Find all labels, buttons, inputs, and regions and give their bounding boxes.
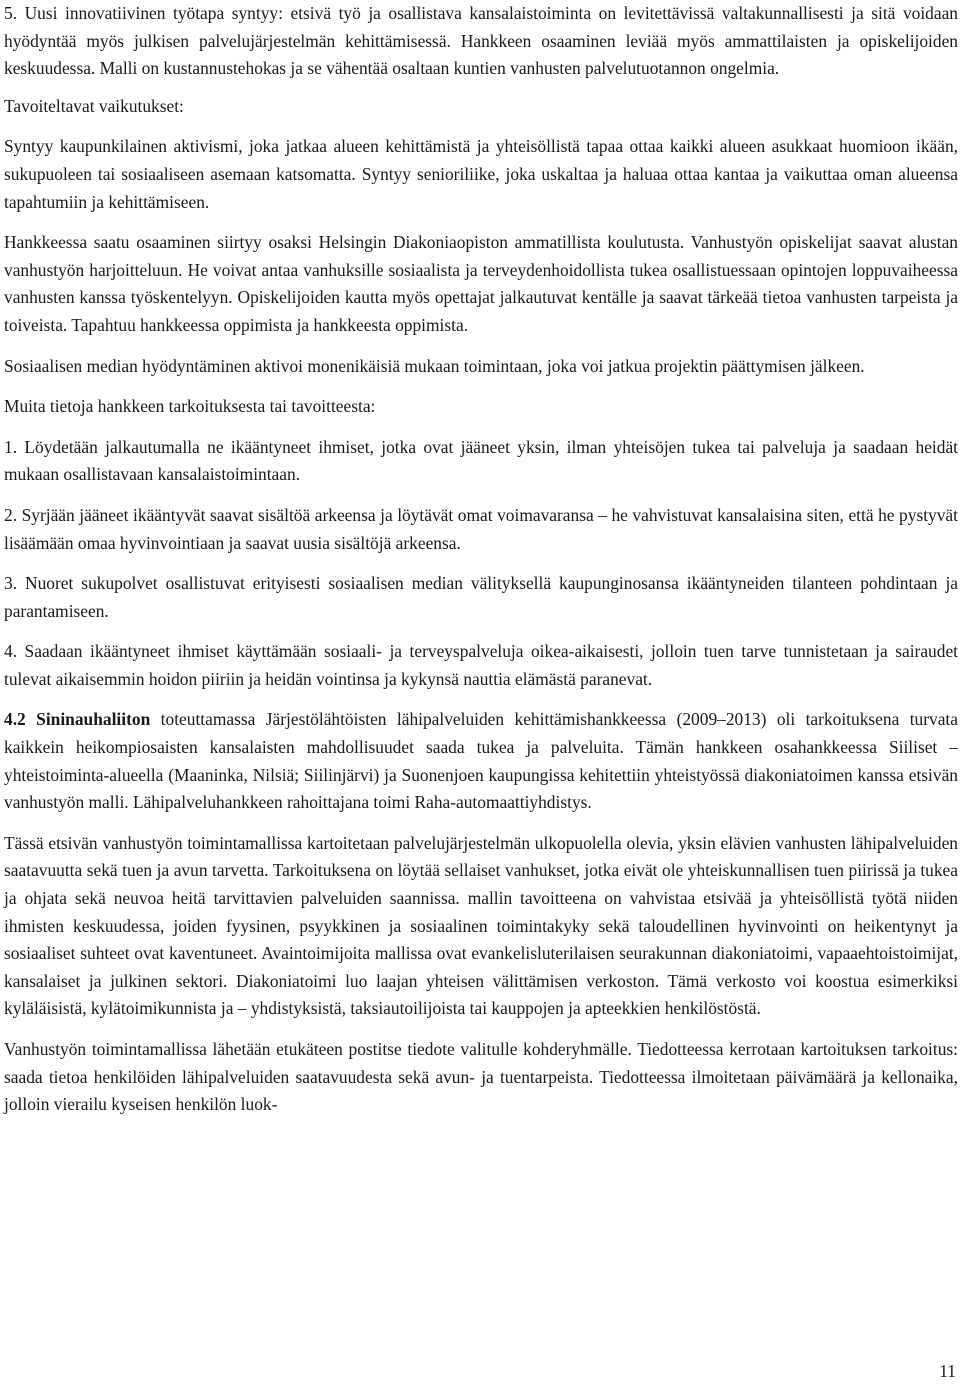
section-4-2 bbox=[4, 706, 958, 816]
page-number: 11 bbox=[939, 1361, 956, 1381]
effects-paragraph-1: Syntyy kaupunkilainen aktivismi, joka jatkaa alueen kehittämistä ja yhteisöllistä tapaa ottaa kaikki alueen asukkaat huomioon ikään, sukupuoleen tai sosiaaliseen asemaan katsomatta. Syntyy senioriliike, joka uskaltaa ja haluaa ottaa kantaa ja vaikuttaa oman alueensa tapahtumiin ja kehittämiseen. bbox=[4, 136, 958, 212]
effects-paragraph-2: Hankkeessa saatu osaaminen siirtyy osaksi Helsingin Diakoniaopiston ammatillista koulutusta. Vanhustyön opiskelijat saavat alustan vanhustyön harjoitteluun. He voivat antaa vanhuksille sosiaalista ja terveydenhoidollista tukea osallistuessaan opintojen loppuvaiheessa vanhusten kanssa työskentelyyn. Opiskelijoiden kautta myös opettajat jalkautuvat kentälle ja saavat tärkeää tietoa vanhusten tarpeista ja toiveista. Tapahtuu hankkeessa oppimista ja hankkeesta oppimista. bbox=[4, 232, 958, 335]
goal-4: 4. Saadaan ikääntyneet ihmiset käyttämään sosiaali- ja terveyspalveluja oikea-aikaisesti, jolloin tuen tarve tunnistetaan ja sairaudet tulevat aikaisemmin hoidon piiriin ja heidän vointinsa ja kykynsä nauttia elämästä paranevat. bbox=[4, 641, 958, 689]
organization-name: Sininauhaliiton bbox=[36, 709, 151, 730]
model-paragraph-2: Vanhustyön toimintamallissa lähetään etukäteen postitse tiedote valitulle kohderyhmälle. Tiedotteessa kerrotaan kartoituksen tarkoitus: saada tietoa henkilöiden lähipalveluiden saatavuudesta sekä avun- ja tuentarpeista. Tiedotteessa ilmoitetaan päivämäärä ja kellonaika, jolloin vierailu kyseisen henkilön luok- bbox=[4, 1039, 958, 1115]
goal-2: 2. Syrjään jääneet ikääntyvät saavat sisältöä arkeensa ja löytävät omat voimavaransa – he vahvistuvat kansalaisina siten, että he pystyvät lisäämään omaa hyvinvointiaan ja saavat uusia sisältöjä arkeensa. bbox=[4, 504, 958, 553]
goal-3: 3. Nuoret sukupolvet osallistuvat erityisesti sosiaalisen median välityksellä kaupunginosansa ikääntyneiden tilanteen pohdintaan ja parantamiseen. bbox=[4, 573, 958, 621]
goal-1: 1. Löydetään jalkautumalla ne ikääntyneet ihmiset, jotka ovat jääneet yksin, ilman yhteisöjen tukea tai palveluja ja saadaan heidät mukaan osallistavaan kansalaistoimintaan. bbox=[4, 436, 958, 485]
paragraph-item-5: 5. Uusi innovatiivinen työtapa syntyy: etsivä työ ja osallistava kansalaistoiminta on levitettävissä valtakunnallisesti ja sitä voidaan hyödyntää myös julkisen palvelujärjestelmän kehittämisessä. Hankkeen osaaminen leviää myös ammattilaisten ja opiskelijoiden keskuudessa. Malli on kustannustehokas ja se vähentää osaltaan kuntien vanhusten palvelutuotannon ongelmia. bbox=[4, 3, 958, 79]
effects-paragraph-3: Sosiaalisen median hyödyntäminen aktivoi monenikäisiä mukaan toimintaan, joka voi jatkua projektin päättymisen jälkeen. bbox=[4, 355, 865, 376]
section-4-2-text: toteuttamassa Järjestölähtöisten lähipalveluiden kehittämishankkeessa (2009–2013) oli tarkoituksena turvata kaikkein heikompiosaisten kansalaisten mahdollisuudet saada tukea ja palveluita. Tämän hankkeen osahankkeessa Siiliset – yhteistoiminta-alueella (Maaninka, Nilsiä; Siilinjärvi) ja Suonenjoen kaupungissa kehitettiin yhteistyössä diakoniatoimen kanssa etsivän vanhustyön malli. Lähipalveluhankkeen rahoittajana toimi Raha-automaattiyhdistys. bbox=[4, 709, 958, 813]
document-page bbox=[4, 0, 958, 1119]
more-info-heading: Muita tietoja hankkeen tarkoituksesta tai tavoitteesta: bbox=[4, 396, 376, 417]
effects-heading: Tavoiteltavat vaikutukset: bbox=[4, 95, 184, 116]
model-paragraph-1: Tässä etsivän vanhustyön toimintamallissa kartoitetaan palvelujärjestelmän ulkopuolella olevia, yksin elävien vanhusten lähipalveluiden saatavuutta sekä tuen ja avun tarvetta. Tarkoituksena on löytää sellaiset vanhukset, jotka eivät ole yhteiskunnallisen tuen piirissä ja tukea ja ohjata sekä neuvoa heitä tarvittavien palveluiden saannissa. mallin tavoitteena on vahvistaa etsivää ja yhteisöllistä työtä niiden ihmisten keskuudessa, joiden fyysinen, psyykkinen ja sosiaalinen toimintakyky sekä taloudellinen hyvinvointi on heikentynyt ja sosiaaliset suhteet ovat kaventuneet. Avaintoimijoita mallissa ovat evankelisluterilaisen seurakunnan diakoniatoimi, vapaaehtoistoimijat, kansalaiset ja julkinen sektori. Diakoniatoimi luo laajan yhteisen välittämisen verkoston. Tämä verkosto voi koostua esimerkiksi kyläläisistä, kylätoimikunnista ja – yhdistyksistä, taksiautoilijoista tai kauppojen ja apteekkien henkilöstöstä. bbox=[4, 832, 958, 1019]
section-number: 4.2 bbox=[4, 709, 26, 730]
